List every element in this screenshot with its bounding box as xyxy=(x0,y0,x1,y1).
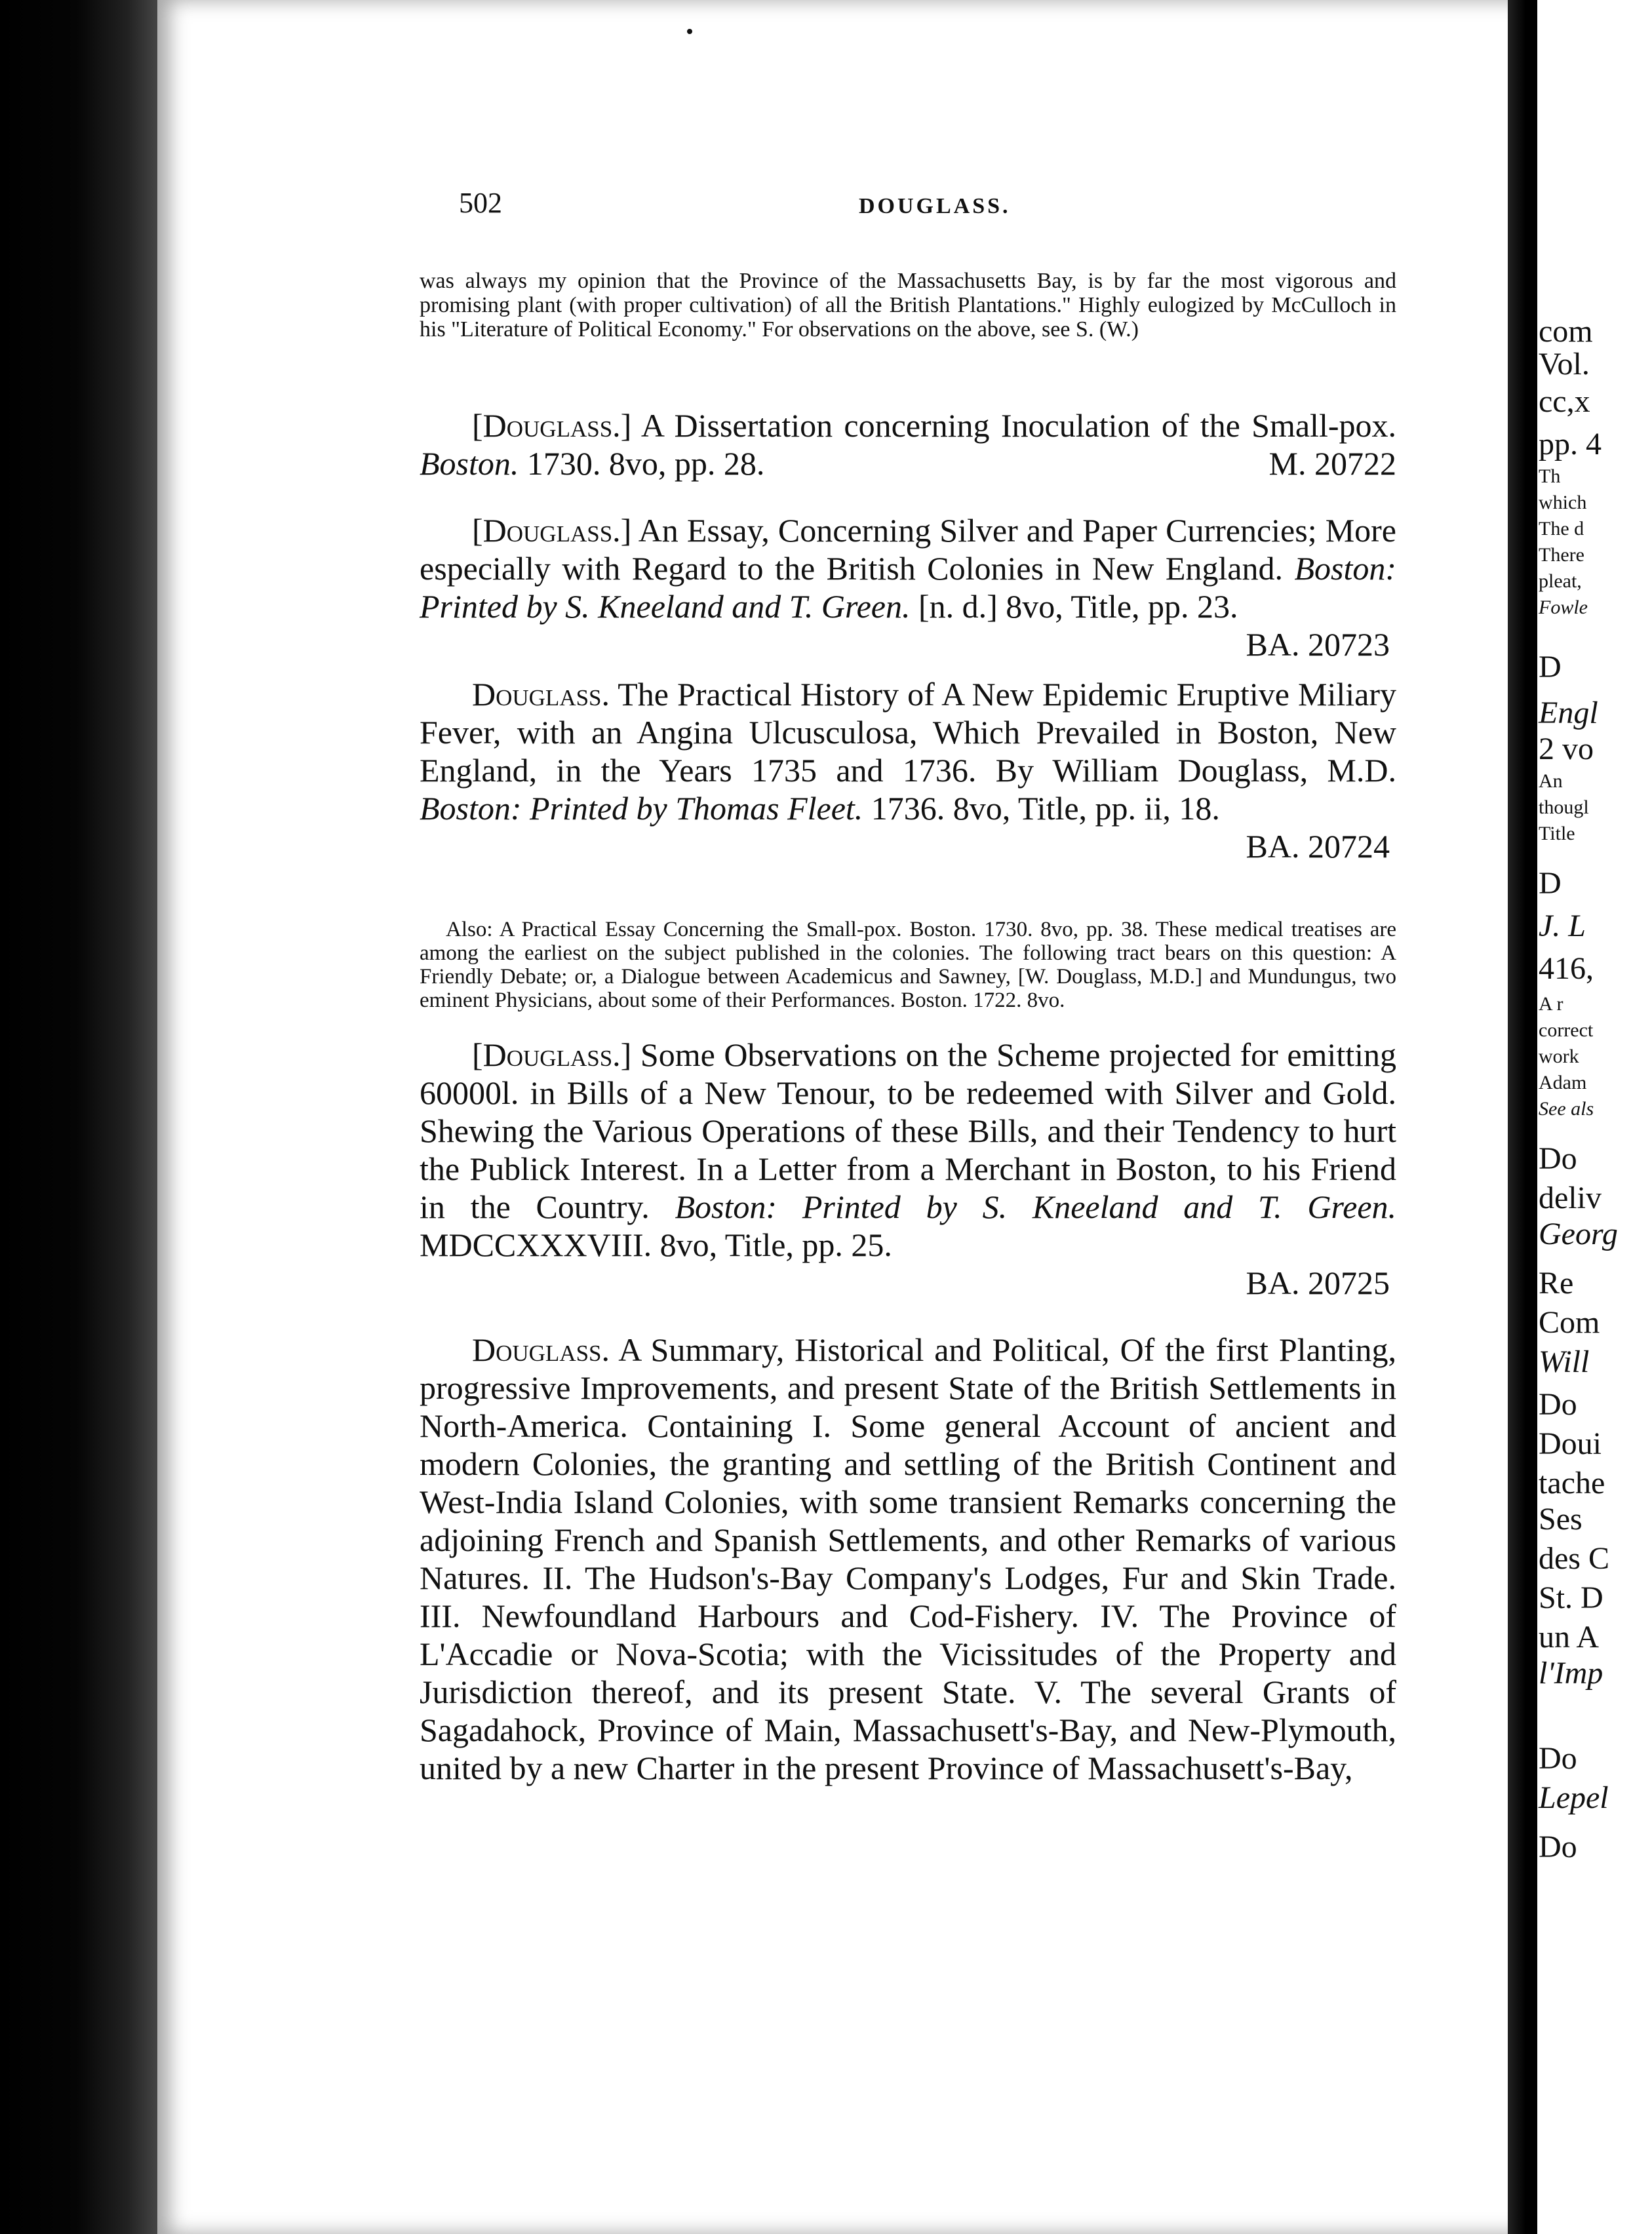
facing-page-line: Re xyxy=(1539,1266,1574,1301)
entry-details: 1736. 8vo, Title, pp. ii, 18. xyxy=(871,790,1220,827)
facing-page-line: J. L xyxy=(1539,909,1586,943)
facing-page-line: There xyxy=(1539,544,1584,566)
page-number: 502 xyxy=(459,187,502,219)
facing-page-line: The d xyxy=(1539,518,1584,539)
entry-note xyxy=(420,918,1396,1012)
continued-text: was always my opinion that the Province of the Massachusetts Bay, is by far the most vigorous and promising plant (with proper cultivation) of all the British Plantations." Highly eulogized by McCulloch in his "Literature of Political Economy." For observations on the above, see S. (W.) xyxy=(420,269,1396,342)
entry-silver-paper xyxy=(420,511,1396,663)
entry-details: MDCCXXXVIII. 8vo, Title, pp. 25. xyxy=(420,1226,892,1263)
ink-speck xyxy=(687,29,692,34)
entry-reference: BA. 20725 xyxy=(1246,1264,1390,1301)
facing-page-line: correct xyxy=(1539,1019,1594,1041)
entry-author: [Douglass.] xyxy=(472,1036,632,1073)
facing-page-line: Lepel xyxy=(1539,1780,1609,1815)
facing-page-line: pleat, xyxy=(1539,570,1582,592)
facing-page-line: deliv xyxy=(1539,1181,1602,1215)
entry-reference: BA. 20724 xyxy=(1246,828,1390,865)
entry-title: A Dissertation concerning Inoculation of the Small-pox. xyxy=(640,407,1396,444)
facing-page-line: Title xyxy=(1539,823,1575,844)
entry-author: Douglass. xyxy=(472,1331,610,1368)
facing-page-line: Do xyxy=(1539,1830,1577,1864)
facing-page-line: Engl xyxy=(1539,696,1598,730)
facing-page-line: D xyxy=(1539,866,1562,901)
facing-page-line: Do xyxy=(1539,1141,1577,1176)
entry-imprint: Boston: Printed by Thomas Fleet. xyxy=(420,790,863,827)
facing-page-line: Georg xyxy=(1539,1217,1618,1251)
entry-title: An Essay, Concerning Silver and Paper Currencies; More especially with Regard to the British Colonies in New England. xyxy=(420,512,1396,587)
entry-imprint: Boston: Printed by S. Kneeland and T. Green. xyxy=(675,1188,1397,1225)
facing-page-line: tache xyxy=(1539,1466,1605,1500)
facing-page-line: l'Imp xyxy=(1539,1656,1603,1691)
facing-page-line: com xyxy=(1539,314,1593,349)
note-text: Also: A Practical Essay Concerning the Small-pox. Boston. 1730. 8vo, pp. 38. These medical treatises are among the earliest on the subject published in the colonies. The following tract bears on this question: A Friendly Debate; or, a Dialogue between Academicus and Sawney, [W. Douglass, M.D.] and Mundungus, two eminent Physicians, about some of their Performances. Boston. 1722. 8vo. xyxy=(420,918,1396,1012)
facing-page-line: Doui xyxy=(1539,1426,1602,1461)
entry-author: Douglass. xyxy=(472,676,610,713)
facing-page-line: pp. 4 xyxy=(1539,427,1602,461)
facing-page-line: Vol. xyxy=(1539,347,1590,382)
facing-page-line: work xyxy=(1539,1046,1579,1067)
page-gutter xyxy=(1508,0,1537,2234)
facing-page-line: Adam xyxy=(1539,1072,1587,1093)
facing-page-line: Do xyxy=(1539,1741,1577,1776)
facing-page-line: See als xyxy=(1539,1098,1594,1120)
facing-page-line: 2 vo xyxy=(1539,732,1594,766)
facing-page-line: cc,x xyxy=(1539,384,1590,419)
entry-inoculation xyxy=(420,406,1396,482)
facing-page-line: D xyxy=(1539,650,1562,684)
entry-details: [n. d.] 8vo, Title, pp. 23. xyxy=(918,588,1238,625)
entry-imprint: Boston: Printed by S. Kneeland and T. Green. xyxy=(420,550,1397,625)
facing-page-line: Do xyxy=(1539,1387,1577,1422)
entry-reference: BA. 20723 xyxy=(1246,626,1390,663)
entry-miliary-fever xyxy=(420,675,1396,865)
entry-author: [Douglass.] xyxy=(472,407,632,444)
facing-page-line: St. D xyxy=(1539,1580,1603,1615)
facing-page xyxy=(1537,0,1652,2234)
entry-imprint: Boston. xyxy=(420,445,519,482)
binding-shadow xyxy=(0,0,170,2234)
entry-reference: M. 20722 xyxy=(1268,445,1396,482)
facing-page-line: A r xyxy=(1539,993,1564,1015)
entry-title: Some Observations on the Scheme projected for emitting 60000l. in Bills of a New Tenour, to be redeemed with Silver and Gold. Shewing the Various Operations of these Bills, and their Tendency to hurt the Publick Interest. In a Letter from a Merchant in Boston, to his Friend in the Country. xyxy=(420,1036,1396,1225)
facing-page-line: thougl xyxy=(1539,796,1589,818)
entry-new-tenour xyxy=(420,1036,1396,1302)
facing-page-line: Fowle xyxy=(1539,597,1588,618)
entry-title: The Practical History of A New Epidemic Eruptive Miliary Fever, with an Angina Ulcusculosa, Which Prevailed in Boston, New England, in the Years 1735 and 1736. By William Douglass, M.D. xyxy=(420,676,1396,789)
entry-author: [Douglass.] xyxy=(472,512,632,549)
facing-page-line: Th xyxy=(1539,465,1561,487)
facing-page-line: 416, xyxy=(1539,951,1594,986)
facing-page-line: un A xyxy=(1539,1620,1600,1655)
facing-page-line: Com xyxy=(1539,1305,1600,1340)
facing-page-line: Ses xyxy=(1539,1502,1583,1537)
running-head: DOUGLASS. xyxy=(859,194,1011,218)
facing-page-line: Will xyxy=(1539,1344,1590,1379)
entry-summary xyxy=(420,1331,1396,1787)
entry-details: 1730. 8vo, pp. 28. xyxy=(526,445,765,482)
entry-title: A Summary, Historical and Political, Of the first Planting, progressive Improvements, and present State of the British Settlements in North-America. Containing I. Some general Account of ancient and modern Colonies, the granting and settling of the British Continent and West-India Island Colonies, with some transient Remarks concerning the adjoining French and Spanish Settlements, and other Remarks of various Natures. II. The Hudson's-Bay Company's Lodges, Fur and Skin Trade. III. Newfoundland Harbours and Cod-Fishery. IV. The Province of L'Accadie or Nova-Scotia; with the Vicissitudes of the Property and Jurisdiction thereof, and its present State. V. The several Grants of Sagadahock, Province of Main, Massachusett's-Bay, and New-Plymouth, united by a new Charter in the present Province of Massachusett's-Bay, xyxy=(420,1331,1396,1786)
continued-paragraph xyxy=(420,269,1396,342)
facing-page-line: des C xyxy=(1539,1541,1609,1576)
facing-page-line: which xyxy=(1539,492,1587,513)
facing-page-line: An xyxy=(1539,770,1563,792)
